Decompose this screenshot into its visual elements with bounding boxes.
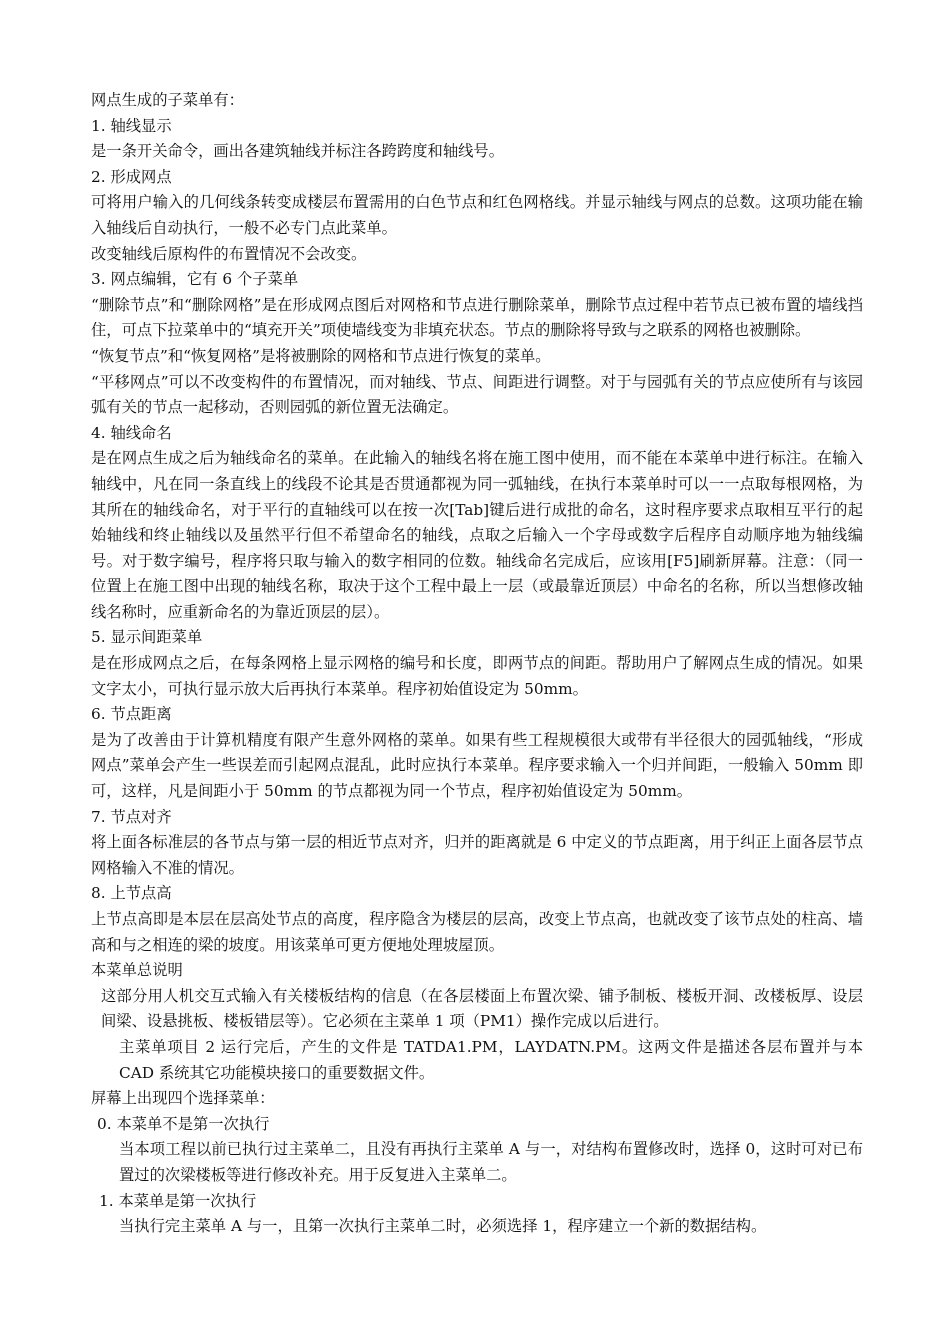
section-text-node-distance: 是为了改善由于计算机精度有限产生意外网格的菜单。如果有些工程规模很大或带有半径很大的园弧轴线，“形成网点”菜单会产生一些误差而引起网点混乱，此时应执行本菜单。程序要求输入一个归并间距，一般输入 50mm 即可，这样，凡是间距小于 50mm 的节点都视为同一个节点，程序初始值设定为 50mm。 — [91, 730, 863, 801]
screen-options-title: 屏幕上出现四个选择菜单： — [91, 1089, 275, 1108]
summary-text-1: 这部分用人机交互式输入有关楼板结构的信息（在各层楼面上布置次梁、铺予制板、楼板开洞、改楼板厚、设层间梁、设悬挑板、楼板错层等）。它必须在主菜单 1 项（PM1）操作完成以后进行。 — [101, 986, 863, 1031]
section-text-axis-display: 是一条开关命令，画出各建筑轴线并标注各跨跨度和轴线号。 — [91, 142, 505, 161]
option-1-title: 1. 本菜单是第一次执行 — [99, 1191, 257, 1210]
section-title-form-grid: 2. 形成网点 — [91, 167, 172, 186]
section-title-upper-node-height: 8. 上节点高 — [91, 884, 172, 903]
section-text-grid-edit-2: “恢复节点”和“恢复网格”是将被删除的网格和节点进行恢复的菜单。 — [91, 346, 551, 365]
option-1-text: 当执行完主菜单 A 与一，且第一次执行主菜单二时，必须选择 1，程序建立一个新的数据结构。 — [119, 1217, 767, 1236]
document-page — [91, 88, 863, 1240]
summary-title: 本菜单总说明 — [91, 961, 183, 980]
section-text-upper-node-height: 上节点高即是本层在层高处节点的高度，程序隐含为楼层的层高，改变上节点高，也就改变了该节点处的柱高、墙高和与之相连的梁的坡度。用该菜单可更方便地处理坡屋顶。 — [91, 910, 863, 954]
option-0-text: 当本项工程以前已执行过主菜单二，且没有再执行主菜单 A 与一，对结构布置修改时，选择 0，这时可对已布置过的次梁楼板等进行修改补充。用于反复进入主菜单二。 — [119, 1140, 863, 1184]
section-title-axis-naming: 4. 轴线命名 — [91, 423, 172, 442]
summary-text-2: 主菜单项目 2 运行完后，产生的文件是 TATDA1.PM，LAYDATN.PM。这两文件是描述各层布置并与本 CAD 系统其它功能模块接口的重要数据文件。 — [119, 1037, 863, 1082]
section-text-grid-edit-3: “平移网点”可以不改变构件的布置情况，而对轴线、节点、间距进行调整。对于与园弧有关的节点应使所有与该园弧有关的节点一起移动，否则园弧的新位置无法确定。 — [91, 372, 863, 417]
section-text-grid-edit-1: “删除节点”和“删除网格”是在形成网点图后对网格和节点进行删除菜单，删除节点过程中若节点已被布置的墙线挡住，可点下拉菜单中的“填充开关”项使墙线变为非填充状态。节点的删除将导致与之联系的网格也被删除。 — [91, 295, 863, 340]
section-text-form-grid-1: 可将用户输入的几何线条转变成楼层布置需用的白色节点和红色网格线。并显示轴线与网点的总数。这项功能在输入轴线后自动执行，一般不必专门点此菜单。 — [91, 193, 863, 237]
section-title-show-spacing: 5. 显示间距菜单 — [91, 628, 203, 647]
section-text-axis-naming: 是在网点生成之后为轴线命名的菜单。在此输入的轴线名将在施工图中使用，而不能在本菜单中进行标注。在输入轴线中，凡在同一条直线上的线段不论其是否贯通都视为同一弧轴线，在执行本菜单时可以一一点取每根网格，为其所在的轴线命名，对于平行的直轴线可以在按一次[Tab]键后进行成批的命名，这时程序要求点取相互平行的起始轴线和终止轴线以及虽然平行但不希望命名的轴线，点取之后输入一个字母或数字后程序自动顺序地为轴线编号。对于数字编号，程序将只取与输入的数字相同的位数。轴线命名完成后，应该用[F5]刷新屏幕。注意：（同一位置上在施工图中出现的轴线名称，取决于这个工程中最上一层（或最靠近顶层）中命名的名称，所以当想修改轴线名称时，应重新命名的为靠近顶层的层）。 — [91, 449, 863, 621]
section-text-show-spacing: 是在形成网点之后，在每条网格上显示网格的编号和长度，即两节点的间距。帮助用户了解网点生成的情况。如果文字太小，可执行显示放大后再执行本菜单。程序初始值设定为 50mm。 — [91, 654, 863, 698]
section-text-node-align: 将上面各标准层的各节点与第一层的相近节点对齐，归并的距离就是 6 中定义的节点距离，用于纠正上面各层节点网格输入不准的情况。 — [91, 833, 863, 877]
section-title-node-align: 7. 节点对齐 — [91, 807, 172, 826]
section-title-axis-display: 1. 轴线显示 — [91, 116, 172, 135]
section-title-grid-edit: 3. 网点编辑，它有 6 个子菜单 — [91, 270, 299, 289]
section-text-form-grid-2: 改变轴线后原构件的布置情况不会改变。 — [91, 244, 367, 263]
section-title-node-distance: 6. 节点距离 — [91, 705, 172, 724]
option-0-title: 0. 本菜单不是第一次执行 — [97, 1114, 270, 1133]
intro-line: 网点生成的子菜单有： — [91, 91, 244, 109]
